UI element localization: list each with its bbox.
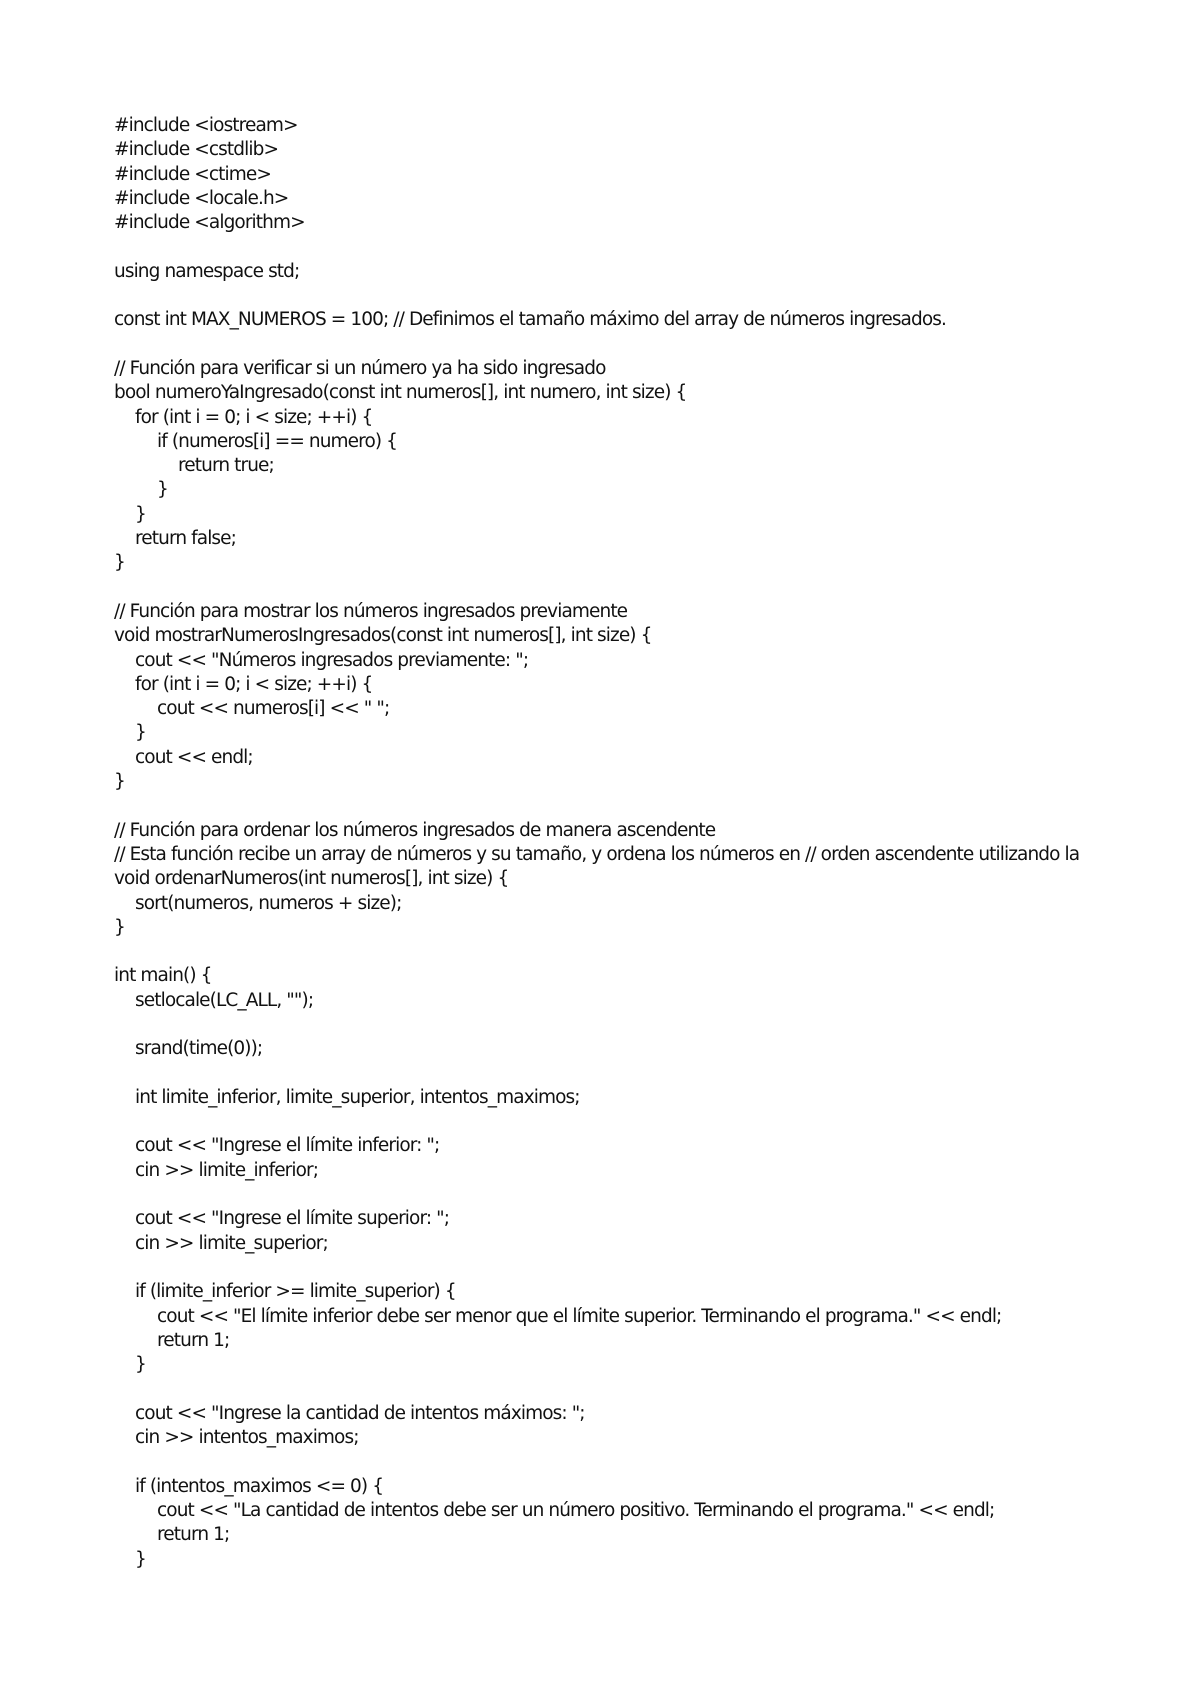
code-line: } xyxy=(135,1354,146,1376)
code-line: cout << "La cantidad de intentos debe ser un número positivo. Terminando el programa." << endl; xyxy=(157,1499,995,1521)
code-line: cout << numeros[i] << " "; xyxy=(157,698,390,720)
blank-line xyxy=(114,1062,1200,1086)
code-line: int limite_inferior, limite_superior, intentos_maximos; xyxy=(135,1086,580,1108)
code-line: #include <ctime> xyxy=(114,163,271,185)
blank-line xyxy=(114,333,1200,357)
code-line: setlocale(LC_ALL, ""); xyxy=(135,989,314,1011)
code-line: } xyxy=(157,479,168,501)
code-line: cout << endl; xyxy=(135,746,253,768)
code-line: } xyxy=(135,1548,146,1570)
blank-line xyxy=(114,235,1200,259)
code-line: void mostrarNumerosIngresados(const int numeros[], int size) { xyxy=(114,625,652,647)
blank-line xyxy=(114,1450,1200,1474)
blank-line xyxy=(114,1013,1200,1037)
code-line: } xyxy=(114,916,125,938)
blank-line xyxy=(114,940,1200,964)
code-line: #include <algorithm> xyxy=(114,212,305,234)
comment-line: // Esta función recibe un array de números y su tamaño, y ordena los números en // orden ascendente utilizando la xyxy=(114,843,1080,865)
code-line: cout << "Números ingresados previamente: "; xyxy=(135,649,529,671)
blank-line xyxy=(114,1183,1200,1207)
code-line: #include <locale.h> xyxy=(114,187,289,209)
code-line: bool numeroYaIngresado(const int numeros[], int numero, int size) { xyxy=(114,382,687,404)
code-line: if (intentos_maximos <= 0) { xyxy=(135,1475,384,1497)
code-line: } xyxy=(135,722,146,744)
code-line: sort(numeros, numeros + size); xyxy=(135,892,402,914)
code-line: cin >> limite_superior; xyxy=(135,1232,328,1254)
blank-line xyxy=(114,1110,1200,1134)
code-line: return 1; xyxy=(157,1524,230,1546)
code-line: for (int i = 0; i < size; ++i) { xyxy=(135,673,373,695)
comment-line: // Función para mostrar los números ingresados previamente xyxy=(114,600,628,622)
code-line: } xyxy=(114,771,125,793)
comment-line: // Función para ordenar los números ingresados de manera ascendente xyxy=(114,819,716,841)
blank-line xyxy=(114,1377,1200,1401)
code-line: for (int i = 0; i < size; ++i) { xyxy=(135,406,373,428)
blank-line xyxy=(114,284,1200,308)
code-line: using namespace std; xyxy=(114,260,300,282)
code-block xyxy=(114,114,1200,1572)
code-line: void ordenarNumeros(int numeros[], int size) { xyxy=(114,868,509,890)
code-line: #include <iostream> xyxy=(114,115,298,136)
code-line: if (limite_inferior >= limite_superior) { xyxy=(135,1281,456,1303)
code-line: return 1; xyxy=(157,1329,230,1351)
blank-line xyxy=(114,1256,1200,1280)
code-line: if (numeros[i] == numero) { xyxy=(157,430,398,452)
comment-line: // Función para verificar si un número ya ha sido ingresado xyxy=(114,357,606,379)
code-line: int main() { xyxy=(114,965,212,987)
code-line: cout << "Ingrese el límite inferior: "; xyxy=(135,1135,440,1157)
code-line: srand(time(0)); xyxy=(135,1038,263,1060)
code-line: cout << "El límite inferior debe ser menor que el límite superior. Terminando el programa." << endl; xyxy=(157,1305,1002,1327)
code-line: const int MAX_NUMEROS = 100; // Definimos el tamaño máximo del array de números ingresados. xyxy=(114,309,946,331)
code-line: cout << "Ingrese el límite superior: "; xyxy=(135,1208,450,1230)
code-line: cout << "Ingrese la cantidad de intentos máximos: "; xyxy=(135,1402,585,1424)
code-line: return false; xyxy=(135,528,236,550)
code-line: return true; xyxy=(178,455,274,477)
code-line: cin >> intentos_maximos; xyxy=(135,1427,359,1449)
blank-line xyxy=(114,794,1200,818)
code-line: } xyxy=(135,503,146,525)
blank-line xyxy=(114,576,1200,600)
code-line: } xyxy=(114,552,125,574)
code-line: cin >> limite_inferior; xyxy=(135,1159,319,1181)
code-line: #include <cstdlib> xyxy=(114,139,279,161)
